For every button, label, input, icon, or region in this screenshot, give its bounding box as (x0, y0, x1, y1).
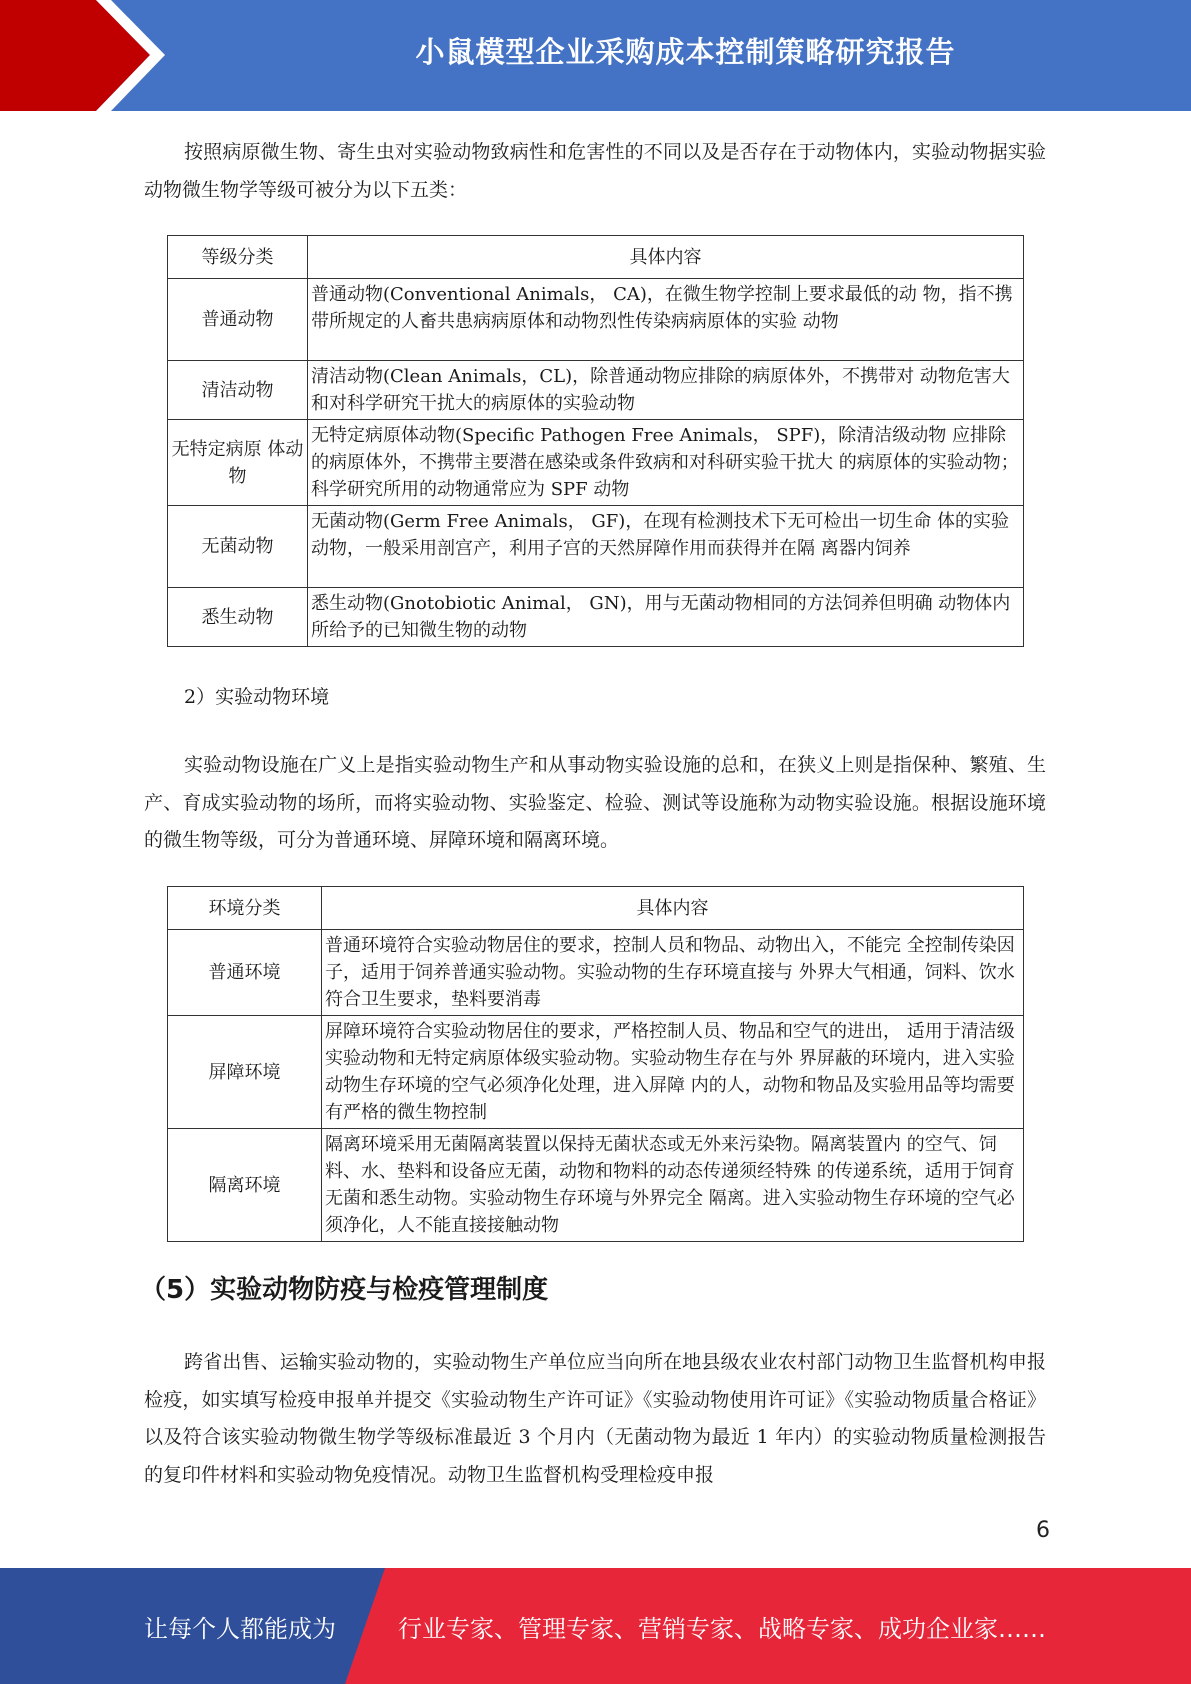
environment-subheading: 2）实验动物环境 (184, 686, 330, 708)
table-header-row (168, 887, 1024, 930)
grade-content: 普通动物(Conventional Animals， CA)，在微生物学控制上要求最低的动 物，指不携带所规定的人畜共患病病原体和动物烈性传染病病原体的实验 动物 (308, 279, 1024, 361)
grade-content: 无菌动物(Germ Free Animals， GF)，在现有检测技术下无可检出一切生命 体的实验动物，一般采用剖宫产，利用子宫的天然屏障作用而获得并在隔 离器内饲养 (308, 506, 1024, 588)
page-footer (0, 1568, 1191, 1684)
environment-content: 普通环境符合实验动物居住的要求，控制人员和物品、动物出入，不能完 全控制传染因子，适用于饲养普通实验动物。实验动物的生存环境直接与 外界大气相通，饲料、饮水符合卫生要求，垫料要消毒 (322, 930, 1024, 1016)
table-row (168, 1016, 1024, 1129)
environment-paragraph: 实验动物设施在广义上是指实验动物生产和从事动物实验设施的总和，在狭义上则是指保种、繁殖、生产、育成实验动物的场所，而将实验动物、实验鉴定、检验、测试等设施称为动物实验设施。根据设施环境的微生物等级，可分为普通环境、屏障环境和隔离环境。 (144, 754, 1046, 851)
footer-slogan-right: 行业专家、管理专家、营销专家、战略专家、成功企业家…… (398, 1614, 1046, 1643)
environment-content: 屏障环境符合实验动物居住的要求，严格控制人员、物品和空气的进出， 适用于清洁级实验动物和无特定病原体级实验动物。实验动物生存在与外 界屏蔽的环境内，进入实验动物生存环境的空气必须净化处理，进入屏障 内的人，动物和物品及实验用品等均需要有严格的微生物控制 (322, 1016, 1024, 1129)
environment-content: 隔离环境采用无菌隔离装置以保持无菌状态或无外来污染物。隔离装置内 的空气、饲料、水、垫料和设备应无菌，动物和物料的动态传递须经特殊 的传递系统，适用于饲育无菌和悉生动物。实验动物生存环境与外界完全 隔离。进入实验动物生存环境的空气必须净化，人不能直接接触动物 (322, 1129, 1024, 1242)
table-row (168, 420, 1024, 506)
environment-category: 屏障环境 (168, 1016, 322, 1129)
quarantine-section (144, 1344, 1046, 1494)
table-header-cell: 环境分类 (168, 887, 322, 930)
quarantine-heading-block (140, 1270, 1042, 1310)
table-row (168, 588, 1024, 647)
environment-category: 隔离环境 (168, 1129, 322, 1242)
environment-section (144, 747, 1046, 860)
table-header-cell: 具体内容 (308, 236, 1024, 279)
environment-table (167, 886, 1024, 1242)
table-row (168, 506, 1024, 588)
table-row (168, 1129, 1024, 1242)
report-title: 小鼠模型企业采购成本控制策略研究报告 (415, 34, 956, 69)
grade-category: 清洁动物 (168, 361, 308, 420)
table-row (168, 279, 1024, 361)
table-header-cell: 等级分类 (168, 236, 308, 279)
intro-paragraph: 按照病原微生物、寄生虫对实验动物致病性和危害性的不同以及是否存在于动物体内，实验动物据实验动物微生物学等级可被分为以下五类： (144, 141, 1046, 201)
animal-grade-table (167, 235, 1024, 647)
footer-slogan-left: 让每个人都能成为 (144, 1614, 336, 1643)
table-header-cell: 具体内容 (322, 887, 1024, 930)
table-row (168, 361, 1024, 420)
grade-category: 无菌动物 (168, 506, 308, 588)
grade-content: 无特定病原体动物(Specific Pathogen Free Animals， SPF)，除清洁级动物 应排除的病原体外，不携带主要潜在感染或条件致病和对科研实验干扰大 的病原体的实验动物；科学研究所用的动物通常应为 SPF 动物 (308, 420, 1024, 506)
grade-category: 悉生动物 (168, 588, 308, 647)
grade-content: 清洁动物(Clean Animals，CL)，除普通动物应排除的病原体外，不携带对 动物危害大和对科学研究干扰大的病原体的实验动物 (308, 361, 1024, 420)
section-heading: （5）实验动物防疫与检疫管理制度 (140, 1275, 549, 1305)
grade-category: 普通动物 (168, 279, 308, 361)
grade-content: 悉生动物(Gnotobiotic Animal， GN)，用与无菌动物相同的方法饲养但明确 动物体内所给予的已知微生物的动物 (308, 588, 1024, 647)
grade-category: 无特定病原 体动物 (168, 420, 308, 506)
quarantine-paragraph: 跨省出售、运输实验动物的，实验动物生产单位应当向所在地县级农业农村部门动物卫生监督机构申报检疫，如实填写检疫申报单并提交《实验动物生产许可证》《实验动物使用许可证》《实验动物质量合格证》以及符合该实验动物微生物学等级标准最近 3 个月内（无菌动物为最近 1 年内）的实验动物质量检测报告的复印件材料和实验动物免疫情况。动物卫生监督机构受理检疫申报 (144, 1351, 1046, 1486)
environment-category: 普通环境 (168, 930, 322, 1016)
table-header-row (168, 236, 1024, 279)
page-header (0, 0, 1191, 111)
environment-subheading-block (144, 682, 1046, 712)
intro-section (144, 134, 1046, 209)
table-row (168, 930, 1024, 1016)
page-number: 6 (1036, 1518, 1050, 1543)
